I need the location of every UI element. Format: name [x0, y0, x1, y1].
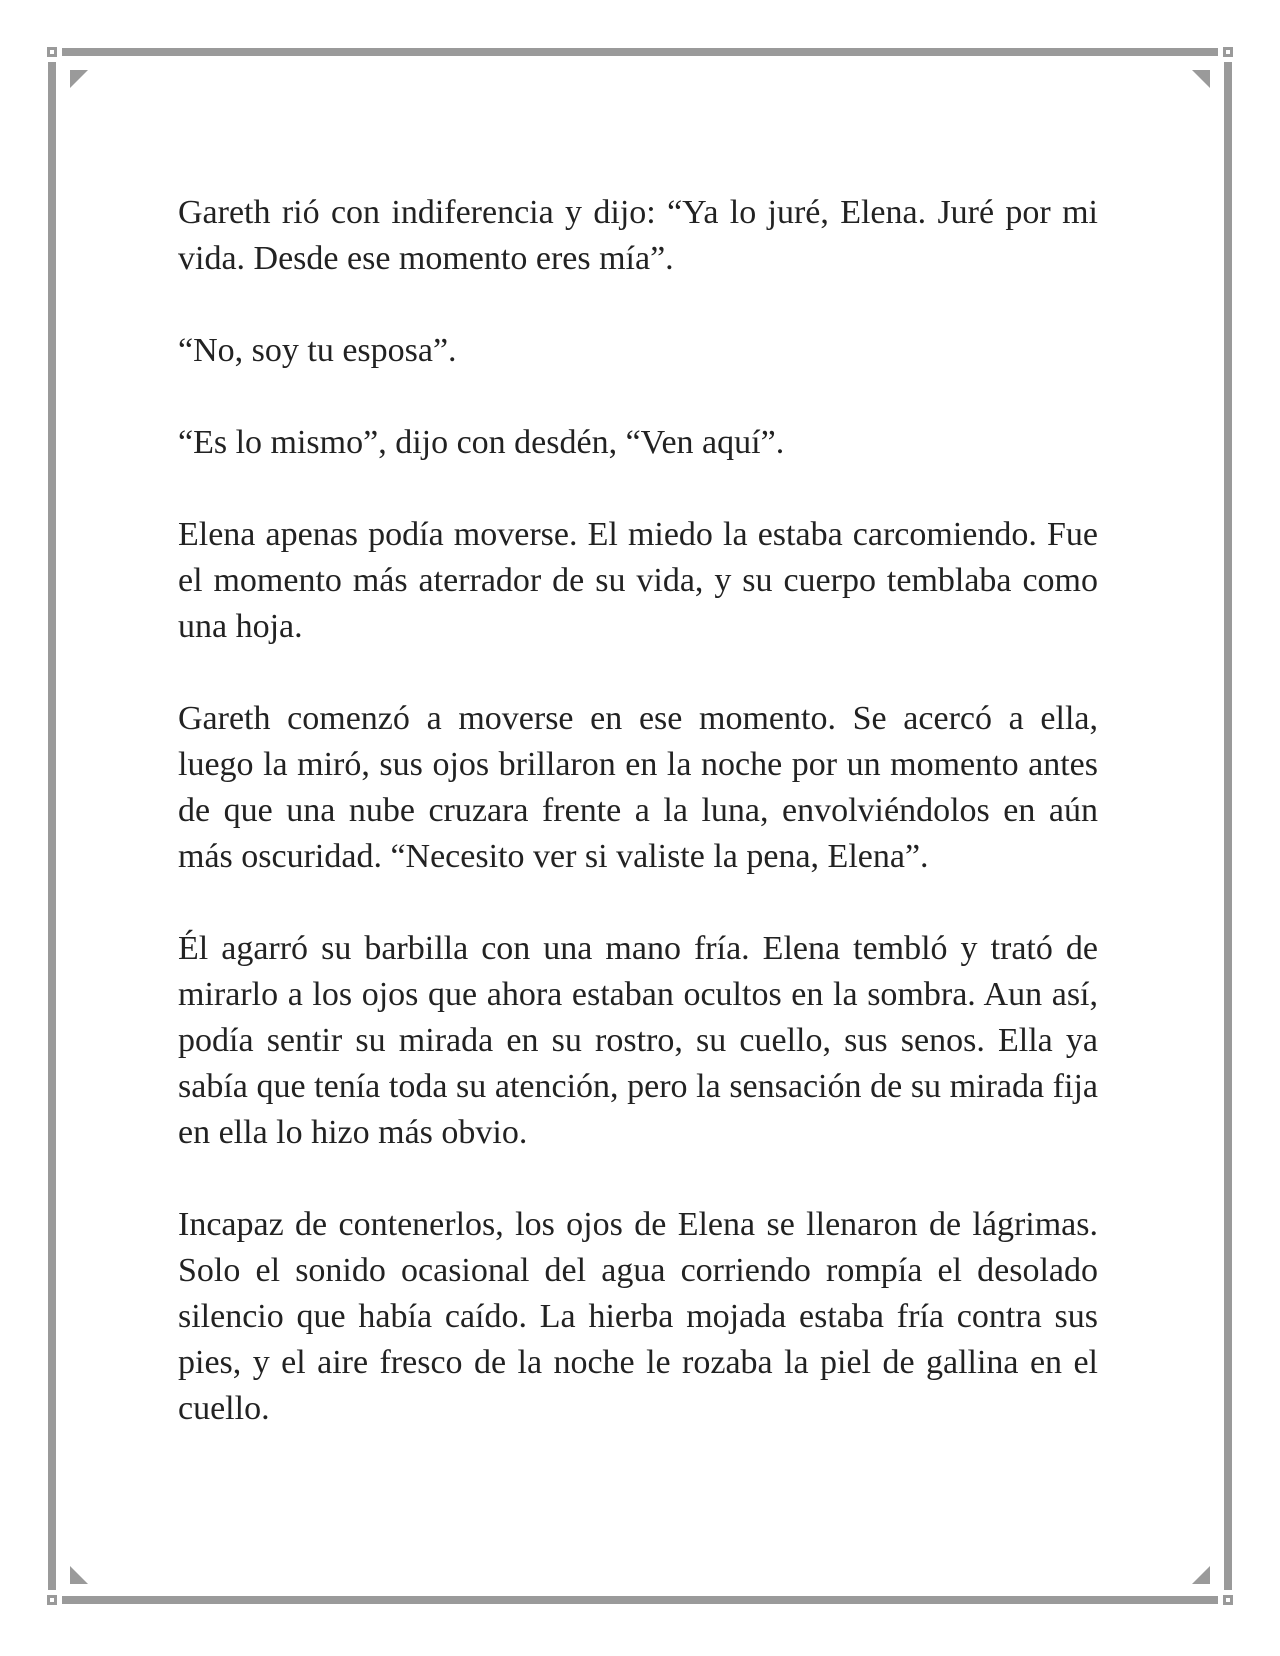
paragraph: Incapaz de contenerlos, los ojos de Elena se llenaron de lágrimas. Solo el sonido ocasional del agua corriendo rompía el desolado silencio que había caído. La hierba mojada estaba fría contra sus pies, y el aire fresco de la noche le rozaba la piel de gallina en el cuello. [178, 1206, 1098, 1427]
paragraph: Elena apenas podía moverse. El miedo la estaba carcomiendo. Fue el momento más aterrador de su vida, y su cuerpo temblaba como una hoja. [178, 516, 1098, 645]
border-bottom [62, 1596, 1218, 1604]
paragraph: Gareth rió con indiferencia y dijo: “Ya lo juré, Elena. Juré por mi vida. Desde ese momento eres mía”. [178, 194, 1098, 277]
corner-square-bottom-left [47, 1595, 57, 1605]
paragraph: Él agarró su barbilla con una mano fría. Elena tembló y trató de mirarlo a los ojos que ahora estaban ocultos en la sombra. Aun así, podía sentir su mirada en su rostro, su cuello, sus senos. Ella ya sabía que tenía toda su atención, pero la sensación de su mirada fija en ella lo hizo más obvio. [178, 930, 1098, 1151]
border-top [62, 48, 1218, 56]
paragraph: “Es lo mismo”, dijo con desdén, “Ven aquí”. [178, 424, 785, 461]
paragraph: “No, soy tu esposa”. [178, 332, 457, 369]
corner-square-bottom-right [1223, 1595, 1233, 1605]
corner-ornament-top-right-icon [1192, 70, 1210, 88]
corner-ornament-bottom-right-icon [1192, 1566, 1210, 1584]
corner-ornament-top-left-icon [70, 70, 88, 88]
paragraph: Gareth comenzó a moverse en ese momento. Se acercó a ella, luego la miró, sus ojos brillaron en la noche por un momento antes de que una nube cruzara frente a la luna, envolviéndolos en aún más oscuridad. “Necesito ver si valiste la pena, Elena”. [178, 700, 1098, 875]
story-text [178, 190, 1098, 1478]
border-left [48, 62, 56, 1590]
corner-square-top-left [47, 47, 57, 57]
corner-ornament-bottom-left-icon [70, 1566, 88, 1584]
border-right [1224, 62, 1232, 1590]
corner-square-top-right [1223, 47, 1233, 57]
